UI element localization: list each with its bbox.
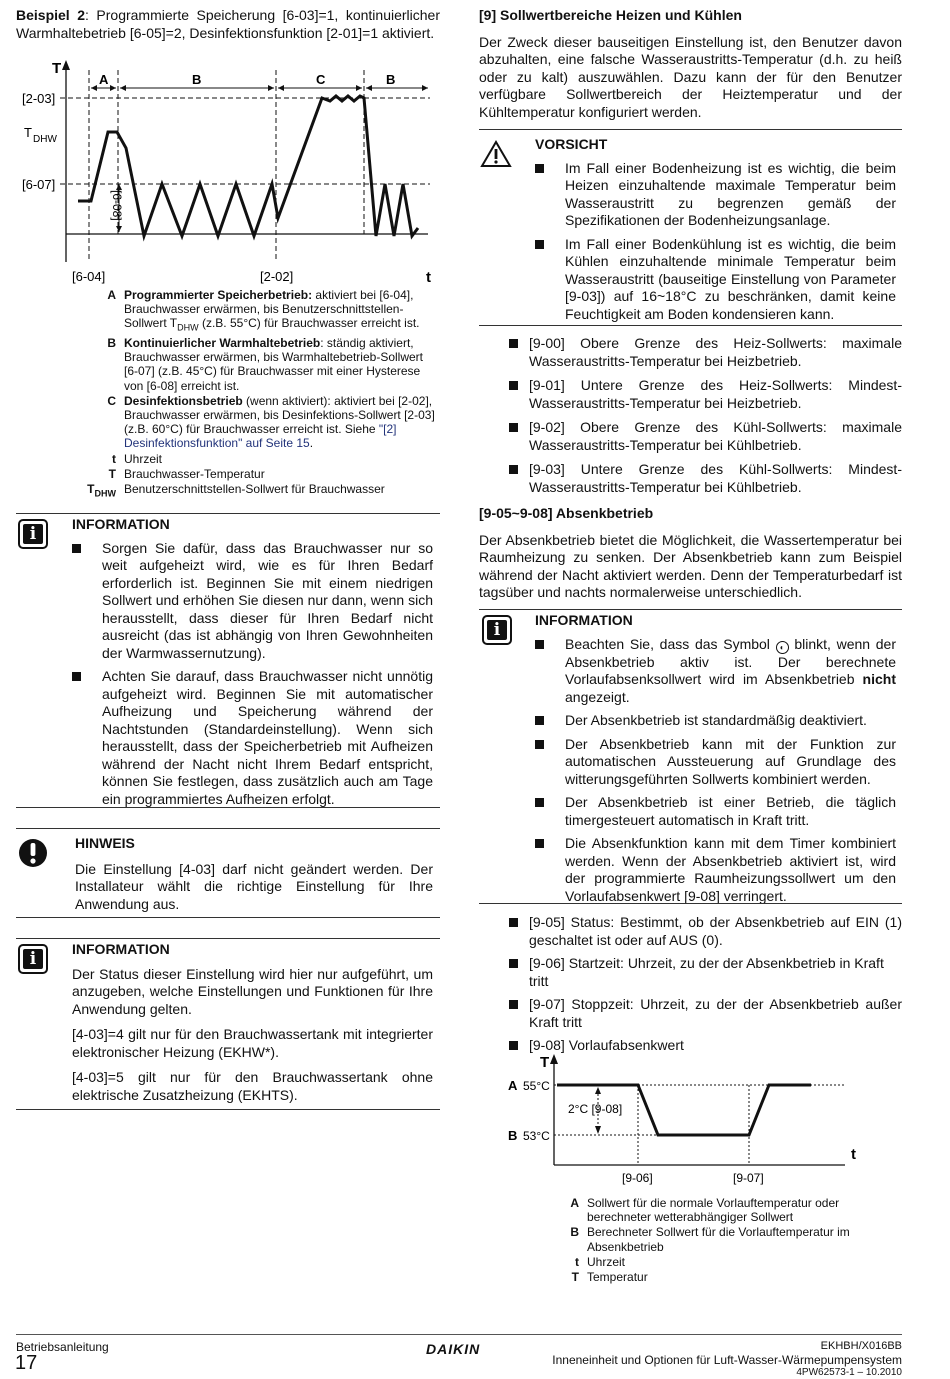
chart1-hysteresis-label: [6-08]: [110, 190, 124, 221]
info-icon: i: [482, 615, 512, 645]
disinfection-link[interactable]: "[2] Desinfektionsfunktion" auf Seite 15: [124, 422, 397, 451]
vorsicht-box: [535, 136, 896, 329]
info3-heading: INFORMATION: [535, 612, 633, 628]
list-item: [9-02] Obere Grenze des Kühl-Sollwerts: maximale Wasseraustritts-Temperatur bei Kühlbetrieb.: [509, 419, 902, 454]
chart2-temp-b: 53°C: [523, 1129, 550, 1143]
chart1-phase-a: A: [99, 72, 109, 87]
chart2-label-a: A: [508, 1078, 518, 1093]
chart1-tick-tdhw-sub: DHW: [33, 134, 57, 145]
list-item: [9-00] Obere Grenze des Heiz-Sollwerts: maximale Wasseraustritts-Temperatur bei Heizbetrieb.: [509, 335, 902, 370]
section-9-heading: [9] Sollwertbereiche Heizen und Kühlen: [479, 7, 742, 23]
chart1-tick-6-04: [6-04]: [72, 269, 106, 284]
list-item: [9-08] Vorlaufabsenkwert: [509, 1037, 902, 1055]
chart1-tick-2-02: [2-02]: [260, 269, 294, 284]
example-title: Beispiel 2: [16, 7, 85, 23]
section-9-list: [509, 335, 902, 503]
example-heading: [16, 7, 440, 42]
info2-top-rule: [16, 938, 440, 939]
list-item: [9-01] Untere Grenze des Heiz-Sollwerts: Mindest-Wasseraustritts-Temperatur bei Heizbetrieb.: [509, 377, 902, 412]
vorsicht-bullet: Im Fall einer Bodenheizung ist es wichtig, die beim Heizen einzuhaltende maximale Temperatur beim Wasseraustritt zu begrenzen gemäß der Spezifikationen der Bodenheizungsanlage.: [535, 160, 896, 230]
caution-triangle-icon: [480, 140, 512, 168]
chart1-tick-6-07: [6-07]: [22, 177, 56, 192]
chart1-y-axis-label: T: [52, 60, 62, 77]
hinweis-text: Die Einstellung [4-03] darf nicht geändert werden. Der Installateur wählt die richtige Einstellung für Ihre Anwendung aus.: [75, 860, 433, 912]
info2-box: [72, 941, 433, 1104]
list-item: [9-05] Status: Bestimmt, ob der Absenkbetrieb auf EIN (1) geschaltet ist oder auf AUS (0).: [509, 914, 902, 949]
chart1-phase-b: B: [192, 72, 202, 87]
footer-subtitle: Inneneinheit und Optionen für Luft-Wasser-Wärmepumpensystem: [552, 1353, 902, 1367]
section-905-list: [509, 914, 902, 1061]
hinweis-top-rule: [16, 828, 440, 829]
footer-page-number: 17: [15, 1352, 38, 1374]
chart2-label-b: B: [508, 1128, 518, 1143]
info2-p3: [4-03]=5 gilt nur für den Brauchwassertank ohne elektrische Zusatzheizung (EKHTS).: [72, 1069, 433, 1103]
list-item: [9-03] Untere Grenze des Kühl-Sollwerts: Mindest-Wasseraustritts-Temperatur bei Kühlbetrieb.: [509, 461, 902, 496]
chart2-y-axis-label: T: [540, 1054, 550, 1071]
dhw-storage-chart: [16, 56, 440, 288]
vorsicht-bottom-rule: [479, 325, 902, 326]
chart2-tick-9-07: [9-07]: [733, 1171, 764, 1185]
info2-p2: [4-03]=4 gilt nur für den Brauchwassertank mit integrierter elektronischer Heizung (EKHW*).: [72, 1026, 433, 1060]
chart1-x-axis-label: t: [426, 269, 431, 286]
legend-row-c: C Desinfektionsbetrieb (wenn aktiviert): aktiviert bei [2-02], Brauchwasser erwärmen, bis Desinfektions-Sollwert [2-03] (z.B. 60°C) für Brauchwasser erreicht ist. Siehe "[2] Desinfektionsfunktion" auf Seite 15.: [107, 393, 435, 451]
daikin-logo: DAIKIN: [426, 1341, 481, 1357]
legend2-row: B Berechneter Sollwert für die Vorlauftemperatur im Absenkbetrieb: [570, 1225, 850, 1254]
chart2-delta-label: 2°C [9-08]: [568, 1102, 623, 1116]
section-905-text: Der Absenkbetrieb bietet die Möglichkeit, die Wassertemperatur bei Raumheizung zu senken. Der Absenkbetrieb kann zum Beispiel während der Nacht aktiviert werden. Denn der Temperaturbedarf ist tagsüber und nachts normalerweise unterschiedlich.: [479, 531, 902, 600]
setback-chart: [505, 1050, 865, 1190]
legend-row-tdhw: $T_{DHW}$ Benutzerschnittstellen-Sollwert für Brauchwasser: [87, 482, 385, 499]
setback-symbol-icon: ◐: [776, 641, 789, 654]
section-9: [479, 7, 902, 121]
info1-heading: INFORMATION: [72, 516, 170, 532]
info3-bullet: Der Absenkbetrieb ist standardmäßig deaktiviert.: [535, 712, 896, 730]
footer-doc-number: 4PW62573-1 – 10.2010: [796, 1367, 902, 1378]
info2-heading: INFORMATION: [72, 941, 170, 957]
vorsicht-heading: VORSICHT: [535, 136, 608, 152]
info3-bullet: Beachten Sie, dass das Symbol ◐ blinkt, wenn der Absenkbetrieb aktiv ist. Der berechnete Vorlaufabsenksollwert wird im Absenkbetrieb nicht angezeigt.: [535, 636, 896, 707]
list-item: [9-07] Stoppzeit: Uhrzeit, zu der der Absenkbetrieb außer Kraft tritt: [509, 996, 902, 1031]
info3-bullet: Die Absenkfunktion kann mit dem Timer kombiniert werden. Wenn der Absenkbetrieb aktiviert ist, wird der programmierte Raumheizungssollwert um den Vorlaufabsenkwert [9-08] verringert.: [535, 835, 896, 905]
legend2-row: t Uhrzeit: [575, 1254, 626, 1269]
hinweis-box: [75, 835, 433, 913]
info1-box: [72, 516, 433, 814]
chart1-phase-c: C: [316, 72, 326, 87]
legend-row-temp: T Brauchwasser-Temperatur: [108, 466, 265, 481]
chart1-tick-tdhw: T: [24, 125, 32, 140]
info1-bullet: Achten Sie darauf, dass Brauchwasser nicht unnötig aufgeheizt wird. Beginnen Sie mit automatischer Aufheizung und Speicherung während der Nachtstunden (Standardeinstellung). Wenn sich herausstellt, dass der Speicherbetrieb mit Aufheizen während der Nacht nicht Ihrem Bedarf entspricht, können Sie festlegen, dass zusätzlich auch am Tage ein programmiertes Aufheizen erfolgt.: [72, 668, 433, 808]
info1-bullet: Sorgen Sie dafür, dass das Brauchwasser nur so weit aufgeheizt wird, wie es für Ihren Bedarf erforderlich ist. Beginnen Sie mit einem niedrigen Sollwert und erhöhen Sie diesen nur dann, wenn sich herausstellt, dass dieser für Ihren Bedarf nicht ausreicht (das ist abhängig von Ihren Gewohnheiten der Warmwassernutzung).: [72, 540, 433, 663]
info3-box: [535, 612, 896, 911]
chart2-legend: [549, 1196, 869, 1285]
hinweis-bottom-rule: [16, 917, 440, 918]
vorsicht-top-rule: [479, 129, 902, 130]
chart1-phase-b2: B: [386, 72, 396, 87]
section-905: [479, 505, 902, 602]
info2-bottom-rule: [16, 1109, 440, 1110]
info3-bottom-rule: [479, 903, 902, 904]
legend-row-t: t Uhrzeit: [112, 451, 163, 466]
vorsicht-bullet: Im Fall einer Bodenkühlung ist es wichtig, die beim Kühlen einzuhaltende minimale Temperatur beim Wasseraustritt (bauseitige Einstellung von Parameter [9-03]) auf 16~18°C zu beschränken, damit keine Feuchtigkeit am Boden kondensieren kann.: [535, 236, 896, 324]
chart2-x-axis-label: t: [851, 1146, 856, 1163]
chart2-temp-a: 55°C: [523, 1079, 550, 1093]
footer-manual: Betriebsanleitung: [16, 1340, 109, 1354]
chart1-legend: [86, 288, 440, 497]
info-icon: i: [18, 944, 48, 974]
info1-bottom-rule: [16, 807, 440, 808]
info2-p1: Der Status dieser Einstellung wird hier nur aufgeführt, um anzugeben, welche Einstellungen und Funktionen für Ihre Anwendung gelten.: [72, 965, 433, 1017]
section-905-heading: [9-05~9-08] Absenkbetrieb: [479, 505, 654, 521]
list-item: [9-06] Startzeit: Uhrzeit, zu der der Absenkbetrieb in Kraft tritt: [509, 955, 902, 990]
info3-top-rule: [479, 609, 902, 610]
legend2-row: A Sollwert für die normale Vorlauftemperatur oder berechneter wetterabhängiger Sollwert: [570, 1196, 840, 1225]
info-icon: i: [18, 519, 48, 549]
chart2-tick-9-06: [9-06]: [622, 1171, 653, 1185]
legend-row-a: A Programmierter Speicherbetrieb: aktiviert bei [6-04], Brauchwasser erwärmen, bis Benutzerschnittstellen-Sollwert $T_{DHW}$ (z.B. 55°C) für Brauchwasser erreicht ist.: [107, 288, 420, 333]
warning-exclamation-icon: [18, 838, 48, 868]
section-9-text: Der Zweck dieser bauseitigen Einstellung ist, den Benutzer davon abzuhalten, eine falsche Wasseraustritts-Temperatur (d.h. zu heiß oder zu kalt) auszuwählen. Dazu kann der für den Benutzer verfügbare Sollwertbereich der Heiztemperatur und der Kühltemperatur konfiguriert werden.: [479, 33, 902, 120]
hinweis-heading: HINWEIS: [75, 835, 135, 851]
footer-rule: [16, 1334, 902, 1335]
legend2-row: T Temperatur: [571, 1270, 648, 1285]
chart1-tick-2-03: [2-03]: [22, 91, 56, 106]
info1-top-rule: [16, 513, 440, 514]
info3-bullet: Der Absenkbetrieb kann mit der Funktion zur automatischen Aussteuerung auf Grundlage des witterungsgeführten Sollwerts kombiniert werden.: [535, 736, 896, 789]
info3-bullet: Der Absenkbetrieb ist einer Betrieb, die täglich timergesteuert automatisch in Kraft tritt.: [535, 794, 896, 829]
footer-model: EKHBH/X016BB: [820, 1340, 902, 1352]
legend-row-b: B Kontinuierlicher Warmhaltebetrieb: ständig aktiviert, Brauchwasser erwärmen, bis Warmhaltebetrieb-Sollwert [6-07] (z.B. 45°C) für Brauchwasser mit einer Hysterese von [6-08] erreicht ist.: [107, 336, 423, 393]
example-text: : Programmierte Speicherung [6-03]=1, kontinuierlicher Warmhaltebetrieb [6-05]=2, Desinfektionsfunktion [2-01]=1 aktiviert.: [16, 7, 440, 41]
